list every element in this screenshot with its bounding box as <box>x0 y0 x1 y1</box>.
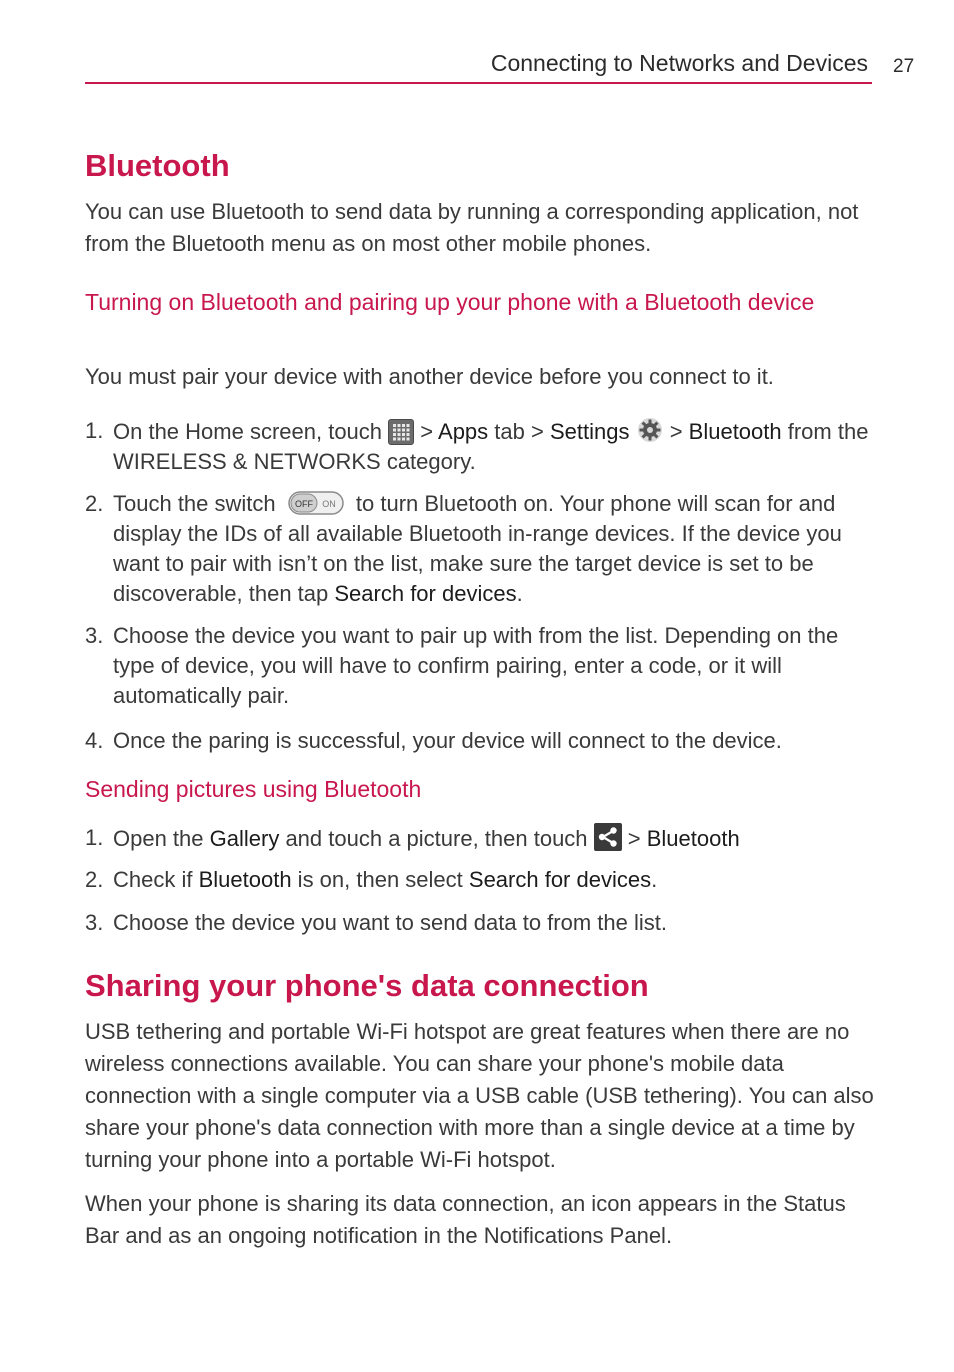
pairing-intro: You must pair your device with another device before you connect to it. <box>85 364 774 389</box>
pairing-step-3 <box>85 621 875 711</box>
step-number: 3. <box>85 910 104 935</box>
step-text: . <box>651 867 658 892</box>
step-number: 2. <box>85 491 104 516</box>
sharing-paragraph-1: USB tethering and portable Wi-Fi hotspot are great features when there are no wireless connections available. You can share your phone's mobile data connection with a single computer via a USB cable (USB tethering). You can also share your phone's data connection with more than a single device at a time by turning your phone into a portable Wi-Fi hotspot. <box>85 1019 874 1172</box>
step-text: Touch the switch <box>113 491 276 516</box>
step-number: 2. <box>85 867 104 892</box>
apps-grid-icon <box>388 419 414 445</box>
bluetooth-intro: You can use Bluetooth to send data by running a corresponding application, not from the Bluetooth menu as on most other mobile phones. <box>85 199 859 256</box>
step-text: Once the paring is successful, your device will connect to the device. <box>113 728 782 753</box>
share-icon <box>594 823 622 851</box>
step-text: is on, then select <box>291 867 469 892</box>
separator: > <box>663 419 689 444</box>
sending-step-3 <box>85 908 875 938</box>
sending-step-1 <box>85 823 875 854</box>
gallery-label: Gallery <box>209 826 280 851</box>
step-text: Choose the device you want to send data to from the list. <box>113 910 667 935</box>
apps-label: Apps <box>438 419 489 444</box>
sending-heading: Sending pictures using Bluetooth <box>85 776 422 802</box>
pairing-step-1 <box>85 416 875 477</box>
search-devices-label: Search for devices <box>468 867 652 892</box>
settings-label: Settings <box>549 419 630 444</box>
step-text: tab > <box>488 419 550 444</box>
step-number: 4. <box>85 728 104 753</box>
step-text: On the Home screen, touch <box>113 419 383 444</box>
bluetooth-label: Bluetooth <box>198 867 292 892</box>
separator: > <box>414 419 439 444</box>
toggle-switch-icon <box>288 490 344 516</box>
step-text: Check if <box>113 867 199 892</box>
switch-off-label: OFF <box>294 499 313 509</box>
pairing-heading: Turning on Bluetooth and pairing up your phone with a Bluetooth device <box>85 289 815 315</box>
settings-gear-icon <box>636 416 664 444</box>
sending-step-2 <box>85 865 875 895</box>
pairing-step-2 <box>85 489 875 609</box>
step-number: 3. <box>85 623 104 648</box>
step-number: 1. <box>85 825 104 850</box>
pairing-step-4 <box>85 726 875 756</box>
sharing-title: Sharing your phone's data connection <box>85 968 649 1003</box>
step-text: and touch a picture, then touch <box>279 826 594 851</box>
step-text: from the WIRELESS & NETWORKS category. <box>113 419 869 474</box>
page-number: 27 <box>893 56 915 77</box>
step-text: Choose the device you want to pair up with from the list. Depending on the type of device, you will have to confirm pairing, enter a code, or it will automatically pair. <box>113 623 839 708</box>
bluetooth-label: Bluetooth <box>688 419 782 444</box>
sharing-paragraph-2: When your phone is sharing its data connection, an icon appears in the Status Bar and as an ongoing notification in the Notifications Panel. <box>85 1191 846 1248</box>
section-title: Connecting to Networks and Devices <box>490 50 868 76</box>
step-text: . <box>516 581 523 606</box>
page-header <box>85 48 872 84</box>
search-devices-label: Search for devices <box>334 581 517 606</box>
step-number: 1. <box>85 418 104 443</box>
separator: > <box>621 826 647 851</box>
bluetooth-title: Bluetooth <box>85 148 230 183</box>
step-text: Open the <box>113 826 210 851</box>
step-text: to turn Bluetooth on. Your phone will scan for and display the IDs of all available Bluetooth in-range devices. If the device you want to pair with isn’t on the list, make sure the target device is set to be discoverable, then tap <box>113 491 842 606</box>
bluetooth-label: Bluetooth <box>646 826 740 851</box>
switch-on-label: ON <box>322 499 336 509</box>
